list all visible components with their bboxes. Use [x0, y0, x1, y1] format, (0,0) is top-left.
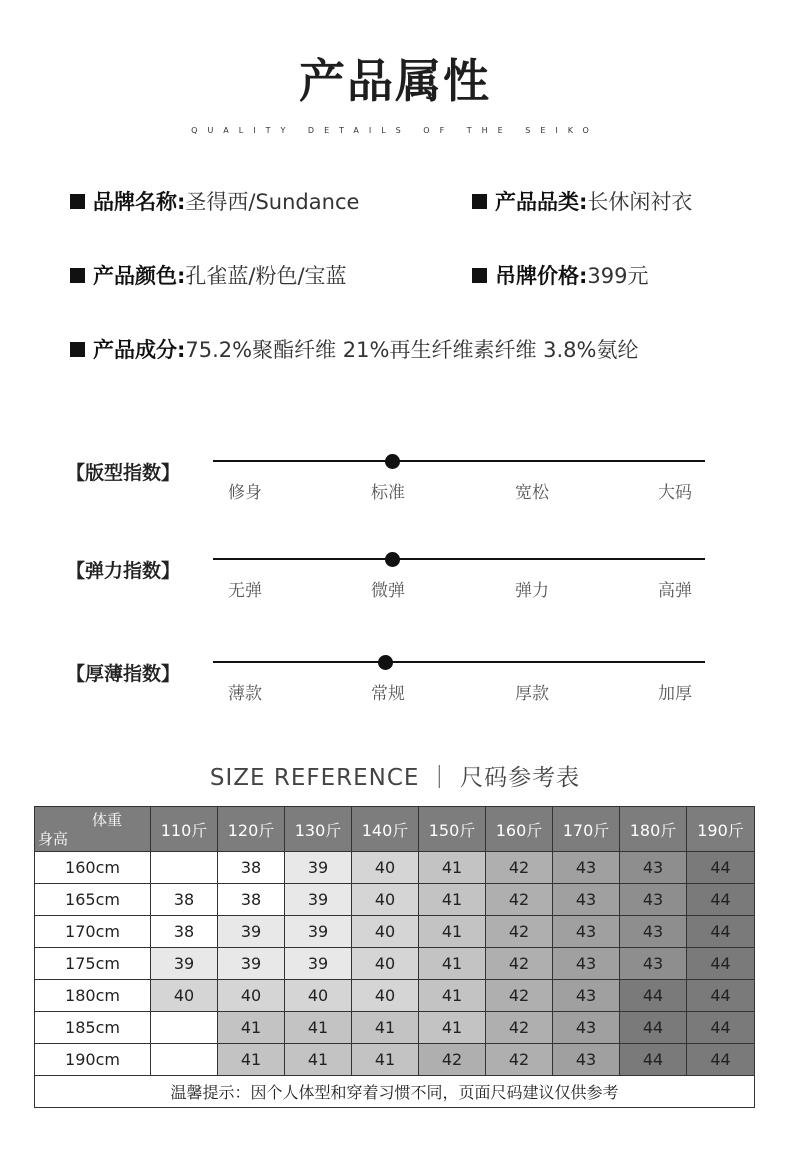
size-cell: 43 — [553, 980, 620, 1012]
thickness-scale-tick: 厚款 — [515, 684, 549, 704]
weight-header: 110斤 — [151, 807, 218, 852]
table-row — [35, 1012, 755, 1044]
size-cell: 41 — [419, 852, 486, 884]
weight-header: 160斤 — [486, 807, 553, 852]
attr-color-key: 产品颜色: — [93, 264, 186, 288]
size-cell: 39 — [285, 948, 352, 980]
size-cell: 38 — [218, 884, 285, 916]
size-cell: 40 — [352, 884, 419, 916]
thickness-scale-marker — [378, 655, 393, 670]
size-cell: 44 — [687, 980, 755, 1012]
fit-scale-label: 【版型指数】 — [66, 462, 181, 484]
elasticity-scale-label: 【弹力指数】 — [66, 560, 181, 582]
size-cell: 39 — [218, 948, 285, 980]
size-cell: 41 — [218, 1012, 285, 1044]
size-cell: 41 — [419, 916, 486, 948]
page-subtitle: QUALITY DETAILS OF THE SEIKO — [191, 126, 599, 135]
attr-category — [472, 186, 692, 216]
corner-weight-label: 体重 — [91, 811, 122, 829]
size-cell: 42 — [486, 916, 553, 948]
thickness-scale-label: 【厚薄指数】 — [66, 663, 181, 685]
thickness-scale-tick: 加厚 — [658, 684, 692, 704]
thickness-scale-tick: 常规 — [371, 684, 405, 704]
height-cell: 165cm — [35, 884, 151, 916]
attr-composition — [70, 334, 639, 364]
elasticity-scale-line — [213, 558, 705, 560]
fit-scale-tick: 宽松 — [515, 483, 549, 503]
fit-scale-tick: 标准 — [371, 483, 405, 503]
table-corner-cell — [35, 807, 151, 852]
size-cell: 41 — [218, 1044, 285, 1076]
size-cell: 43 — [620, 852, 687, 884]
height-cell: 185cm — [35, 1012, 151, 1044]
bullet-square-icon — [70, 268, 85, 283]
thickness-scale-tick: 薄款 — [228, 684, 262, 704]
size-note: 温馨提示：因个人体型和穿着习惯不同，页面尺码建议仅供参考 — [35, 1076, 755, 1108]
size-cell: 43 — [620, 884, 687, 916]
size-cell: 42 — [486, 1044, 553, 1076]
size-cell: 44 — [687, 1044, 755, 1076]
size-cell — [151, 852, 218, 884]
size-cell: 44 — [687, 916, 755, 948]
size-cell: 39 — [151, 948, 218, 980]
page-title: 产品属性 — [299, 54, 491, 108]
size-cell: 43 — [553, 916, 620, 948]
table-note-row — [35, 1076, 755, 1108]
size-cell: 43 — [620, 916, 687, 948]
size-cell: 40 — [285, 980, 352, 1012]
bullet-square-icon — [472, 194, 487, 209]
size-cell: 42 — [486, 852, 553, 884]
size-cell: 42 — [486, 948, 553, 980]
size-cell: 44 — [620, 1044, 687, 1076]
table-row — [35, 1044, 755, 1076]
size-cell: 44 — [687, 948, 755, 980]
weight-header: 180斤 — [620, 807, 687, 852]
fit-scale-tick: 大码 — [658, 483, 692, 503]
size-cell: 39 — [218, 916, 285, 948]
table-header-row — [35, 807, 755, 852]
size-cell: 43 — [553, 1044, 620, 1076]
size-cell: 40 — [352, 980, 419, 1012]
thickness-scale-line — [213, 661, 705, 663]
size-cell: 43 — [553, 948, 620, 980]
size-cell: 44 — [687, 852, 755, 884]
weight-header: 120斤 — [218, 807, 285, 852]
size-cell: 41 — [352, 1012, 419, 1044]
attr-color-value: 孔雀蓝/粉色/宝蓝 — [185, 264, 347, 288]
size-reference-table — [34, 806, 755, 1108]
corner-height-label: 身高 — [38, 830, 69, 848]
size-cell: 41 — [419, 980, 486, 1012]
bullet-square-icon — [70, 194, 85, 209]
attr-category-value: 长休闲衬衣 — [587, 190, 693, 214]
attr-brand-key: 品牌名称: — [93, 190, 186, 214]
attr-color — [70, 260, 347, 290]
attr-price-value: 399元 — [587, 264, 649, 288]
size-cell: 41 — [419, 1012, 486, 1044]
size-cell: 43 — [620, 948, 687, 980]
size-cell: 43 — [553, 1012, 620, 1044]
weight-header: 190斤 — [687, 807, 755, 852]
size-cell: 40 — [218, 980, 285, 1012]
fit-scale-tick: 修身 — [228, 483, 262, 503]
size-cell: 44 — [620, 980, 687, 1012]
size-cell: 44 — [687, 1012, 755, 1044]
size-cell: 44 — [620, 1012, 687, 1044]
attr-brand — [70, 186, 359, 216]
size-cell: 40 — [151, 980, 218, 1012]
size-cell — [151, 1044, 218, 1076]
bullet-square-icon — [472, 268, 487, 283]
height-cell: 175cm — [35, 948, 151, 980]
size-cell: 42 — [486, 1012, 553, 1044]
size-cell: 41 — [285, 1012, 352, 1044]
size-cell: 41 — [419, 884, 486, 916]
attr-composition-key: 产品成分: — [93, 338, 186, 362]
height-cell: 160cm — [35, 852, 151, 884]
weight-header: 130斤 — [285, 807, 352, 852]
size-cell: 41 — [352, 1044, 419, 1076]
fit-scale-marker — [385, 454, 400, 469]
attr-category-key: 产品品类: — [495, 190, 588, 214]
height-cell: 170cm — [35, 916, 151, 948]
size-cell: 43 — [553, 884, 620, 916]
size-reference-heading: SIZE REFERENCE ｜ 尺码参考表 — [209, 765, 581, 791]
elasticity-scale-marker — [385, 552, 400, 567]
size-cell: 38 — [151, 884, 218, 916]
size-cell: 42 — [486, 980, 553, 1012]
size-cell: 41 — [285, 1044, 352, 1076]
size-cell: 38 — [151, 916, 218, 948]
weight-header: 140斤 — [352, 807, 419, 852]
height-cell: 190cm — [35, 1044, 151, 1076]
size-cell: 42 — [419, 1044, 486, 1076]
size-cell: 39 — [285, 884, 352, 916]
attr-composition-value: 75.2%聚酯纤维 21%再生纤维素纤维 3.8%氨纶 — [185, 338, 639, 362]
attr-price-key: 吊牌价格: — [495, 264, 588, 288]
size-cell — [151, 1012, 218, 1044]
weight-header: 150斤 — [419, 807, 486, 852]
size-cell: 38 — [218, 852, 285, 884]
size-cell: 42 — [486, 884, 553, 916]
size-cell: 43 — [553, 852, 620, 884]
weight-header: 170斤 — [553, 807, 620, 852]
fit-scale-line — [213, 460, 705, 462]
size-cell: 40 — [352, 948, 419, 980]
elasticity-scale-tick: 微弹 — [371, 581, 405, 601]
table-row — [35, 916, 755, 948]
elasticity-scale-tick: 高弹 — [658, 581, 692, 601]
table-row — [35, 980, 755, 1012]
attr-price — [472, 260, 649, 290]
size-cell: 41 — [419, 948, 486, 980]
table-row — [35, 948, 755, 980]
size-cell: 39 — [285, 852, 352, 884]
height-cell: 180cm — [35, 980, 151, 1012]
size-cell: 40 — [352, 852, 419, 884]
attr-brand-value: 圣得西/Sundance — [185, 190, 360, 214]
table-row — [35, 884, 755, 916]
size-cell: 39 — [285, 916, 352, 948]
size-cell: 40 — [352, 916, 419, 948]
elasticity-scale-tick: 无弹 — [228, 581, 262, 601]
bullet-square-icon — [70, 342, 85, 357]
elasticity-scale-tick: 弹力 — [515, 581, 549, 601]
table-row — [35, 852, 755, 884]
size-cell: 44 — [687, 884, 755, 916]
